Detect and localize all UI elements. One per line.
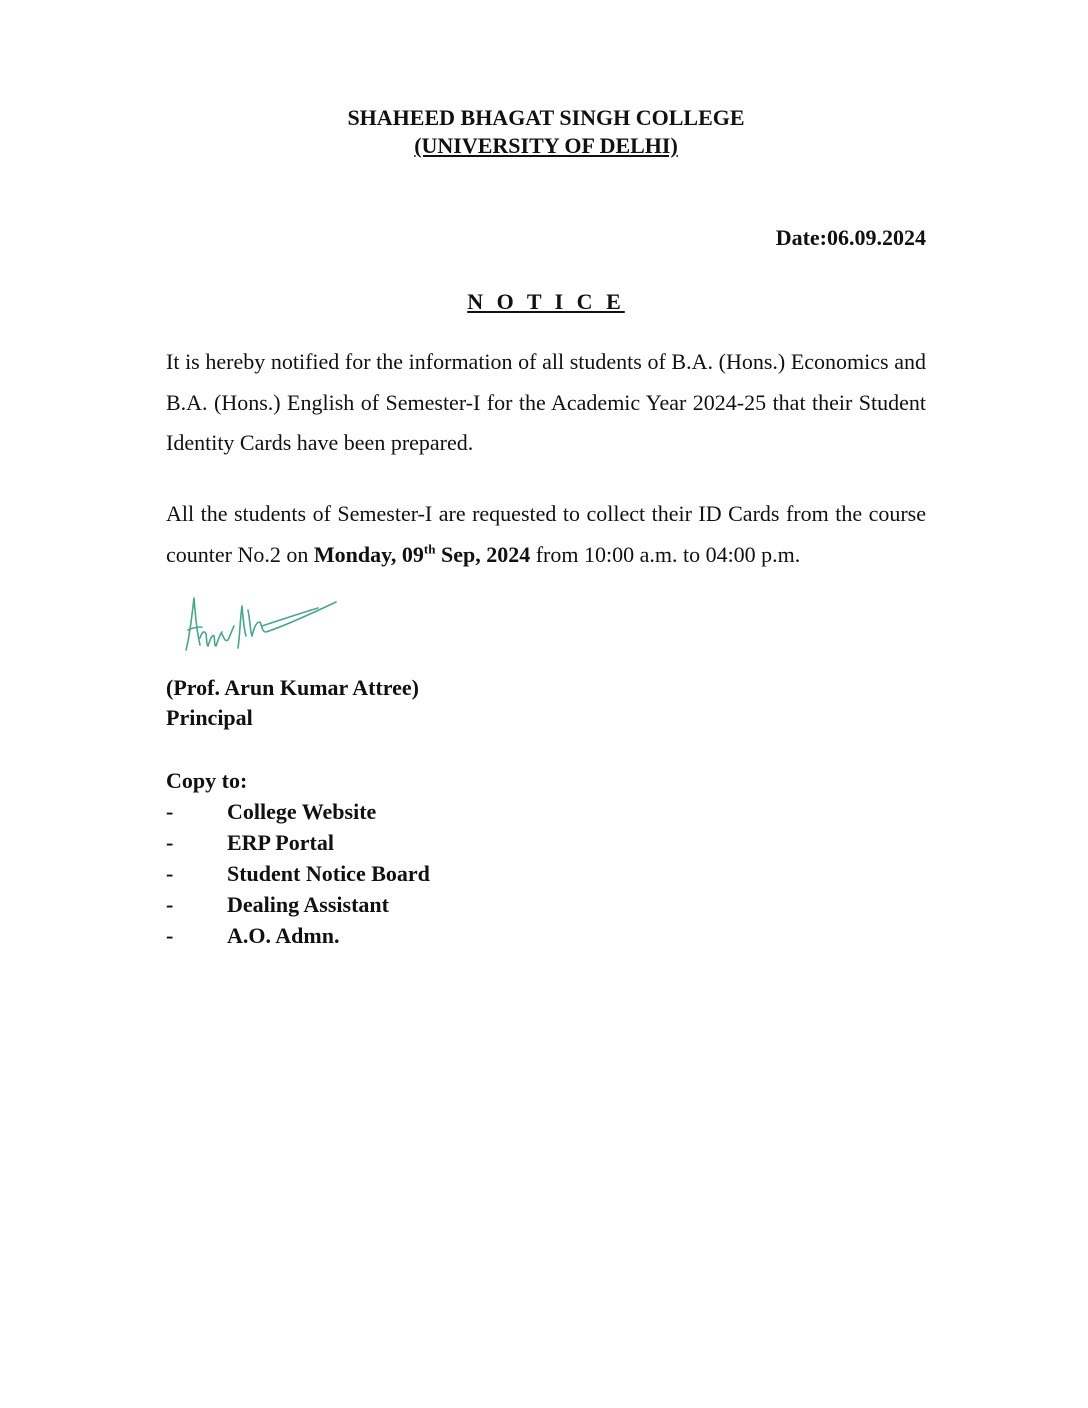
copy-to-label: Copy to: (166, 768, 248, 793)
bullet-dash: - (166, 799, 174, 824)
notice-title: N O T I C E (467, 289, 625, 314)
collection-time: from 10:00 a.m. to 04:00 p.m. (530, 541, 801, 567)
copy-to-item-label: Student Notice Board (227, 861, 430, 886)
copy-to-item-label: A.O. Admn. (227, 923, 340, 948)
handwritten-signature-icon (178, 590, 343, 660)
collection-date (314, 542, 530, 567)
collection-day: Monday, 09 (313, 541, 424, 567)
university-name: (UNIVERSITY OF DELHI) (414, 133, 678, 158)
bullet-dash: - (166, 861, 174, 886)
collection-day-suffix: th (423, 541, 436, 557)
notice-paragraph-1: It is hereby notified for the information of all students of B.A. (Hons.) Economics and B.A. (Hons.) English of Semester-I for the Academic Year 2024-25 that their Student Identity Cards have been prepared. (166, 349, 926, 455)
college-name: SHAHEED BHAGAT SINGH COLLEGE (347, 105, 745, 130)
signatory-designation: Principal (166, 705, 253, 730)
notice-paragraph-2 (166, 494, 926, 575)
bullet-dash: - (166, 830, 174, 855)
collection-month-year: Sep, 2024 (435, 541, 531, 567)
bullet-dash: - (166, 892, 174, 917)
copy-to-item-label: ERP Portal (227, 830, 334, 855)
copy-to-item-label: Dealing Assistant (227, 892, 389, 917)
paragraph-2-text: All the students of Semester-I are requested to collect their ID Cards from the course counter No.2 on (166, 501, 926, 567)
signatory-name: (Prof. Arun Kumar Attree) (166, 675, 419, 700)
notice-date: Date:06.09.2024 (775, 225, 926, 250)
signatory-block (166, 673, 419, 733)
bullet-dash: - (166, 923, 174, 948)
letterhead (0, 104, 1088, 160)
copy-to-item-label: College Website (227, 799, 377, 824)
